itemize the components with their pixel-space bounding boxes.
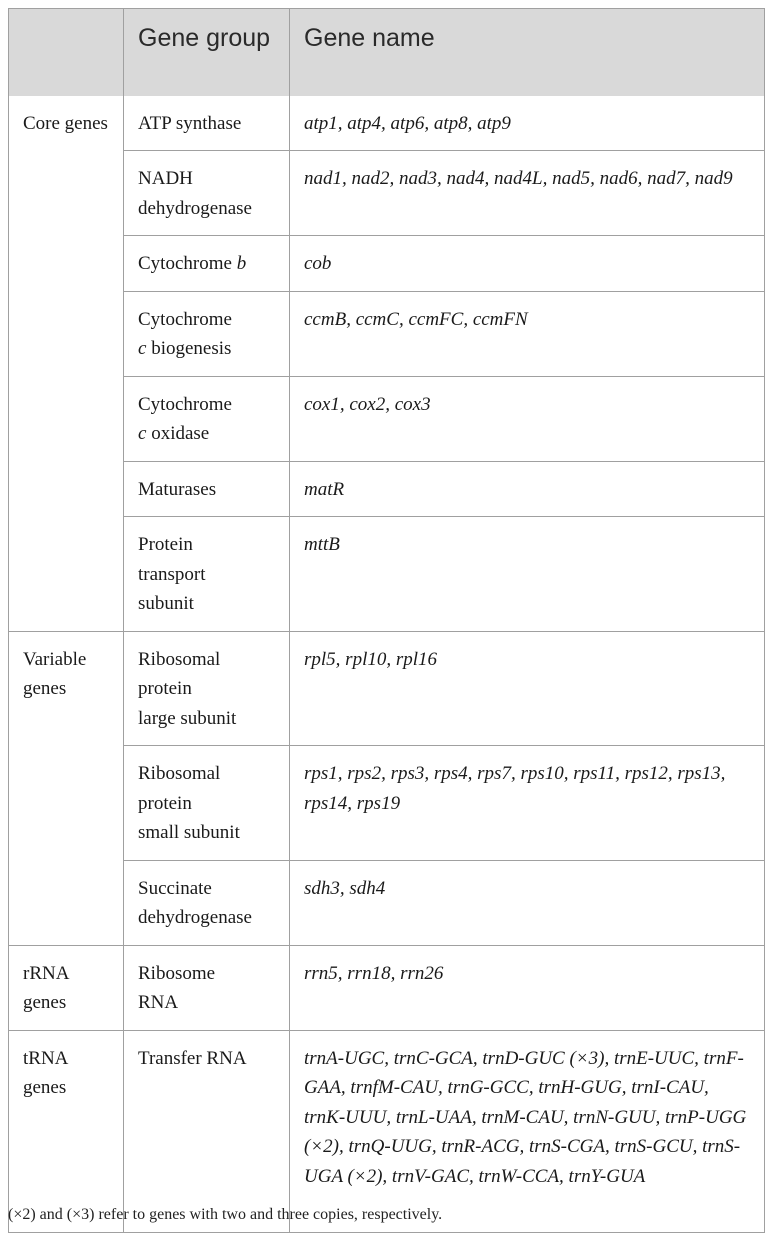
gene-group-cell: Succinate dehydrogenase [124,860,290,945]
gene-name-cell: rrn5, rrn18, rrn26 [290,945,765,1030]
category-variable-genes: Variable genes [9,631,124,945]
gene-name-cell: sdh3, sdh4 [290,860,765,945]
table-row [9,945,765,1030]
gene-name-cell: cox1, cox2, cox3 [290,376,765,461]
header-blank [9,9,124,96]
category-core-genes: Core genes [9,96,124,632]
table-footnote: (×2) and (×3) refer to genes with two and three copies, respectively. [8,1206,443,1223]
gene-group-cell: Protein transport subunit [124,517,290,632]
gene-name-cell: atp1, atp4, atp6, atp8, atp9 [290,96,765,151]
header-gene-group: Gene group [124,9,290,96]
gene-group-cell: Transfer RNA [124,1030,290,1232]
table-row [9,1030,765,1232]
gene-table [8,8,765,1233]
category-trna-genes: tRNA genes [9,1030,124,1232]
category-rrna-genes: rRNA genes [9,945,124,1030]
gene-name-cell: cob [290,236,765,292]
header-row [9,9,765,96]
gene-name-cell: rpl5, rpl10, rpl16 [290,631,765,746]
gene-group-cell: Cytochrome c oxidase [124,376,290,461]
gene-group-cell: Ribosome RNA [124,945,290,1030]
gene-name-cell: matR [290,461,765,517]
gene-group-cell: Ribosomal protein small subunit [124,746,290,861]
table-row [9,96,765,151]
gene-name-cell: nad1, nad2, nad3, nad4, nad4L, nad5, nad6, nad7, nad9 [290,151,765,236]
gene-name-cell: mttB [290,517,765,632]
gene-group-cell: Cytochrome c biogenesis [124,291,290,376]
gene-group-cell: NADH dehydrogenase [124,151,290,236]
gene-name-cell: ccmB, ccmC, ccmFC, ccmFN [290,291,765,376]
table-row [9,631,765,746]
gene-group-cell: Ribosomal protein large subunit [124,631,290,746]
header-gene-name: Gene name [290,9,765,96]
gene-group-cell: ATP synthase [124,96,290,151]
gene-name-cell: rps1, rps2, rps3, rps4, rps7, rps10, rps11, rps12, rps13, rps14, rps19 [290,746,765,861]
gene-group-cell: Cytochrome b [124,236,290,292]
gene-group-cell: Maturases [124,461,290,517]
gene-name-cell: trnA-UGC, trnC-GCA, trnD-GUC (×3), trnE-UUC, trnF-GAA, trnfM-CAU, trnG-GCC, trnH-GUG, trnI-CAU, trnK-UUU, trnL-UAA, trnM-CAU, trnN-GUU, trnP-UGG (×2), trnQ-UUG, trnR-ACG, trnS-CGA, trnS-GCU, trnS-UGA (×2), trnV-GAC, trnW-CCA, trnY-GUA [290,1030,765,1232]
